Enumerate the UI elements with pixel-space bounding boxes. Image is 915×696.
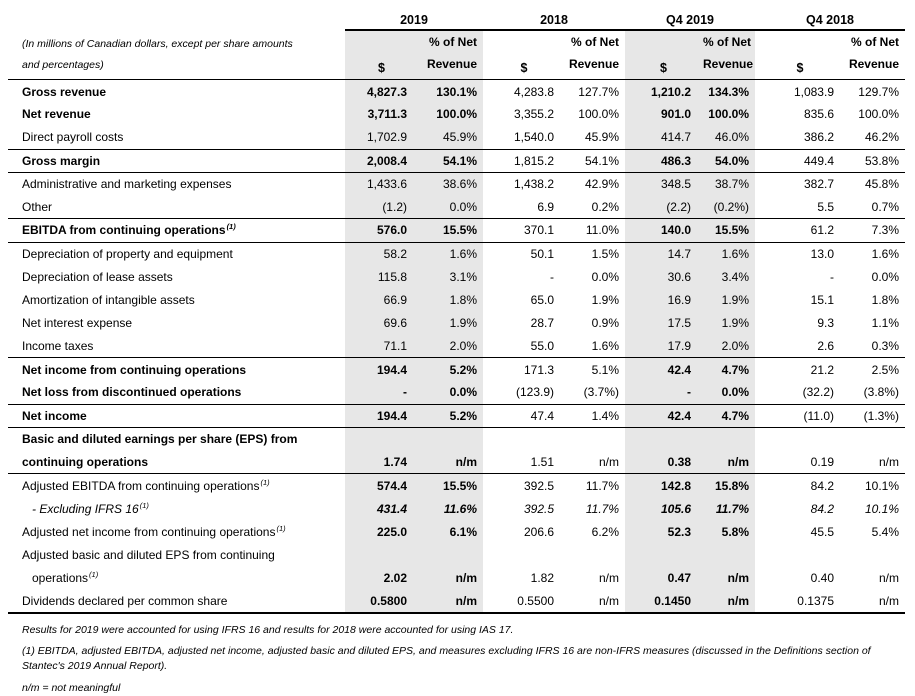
dollar-cell: 58.2 (345, 242, 418, 265)
pct-cell: 1.5% (591, 246, 619, 261)
row-label (8, 428, 345, 451)
dollar-cell: 171.3 (523, 362, 554, 377)
dollar-cell (625, 428, 702, 451)
dollar-cell: 576.0 (345, 219, 418, 242)
dollar-cell: 3,711.3 (345, 103, 418, 126)
pct-cell: 5.2% (418, 404, 483, 427)
dollar-cell: 0.40 (810, 571, 834, 586)
pct-cell (565, 543, 625, 566)
pct-cell: 45.9% (565, 126, 625, 149)
table-row (8, 219, 905, 242)
dollar-header-q4-2018: $ (755, 30, 845, 80)
pct-cell: 5.1% (591, 362, 619, 377)
dollar-cell: (1.2) (345, 196, 418, 219)
dollar-cell (755, 428, 845, 451)
row-label-text: Gross revenue (22, 84, 107, 99)
pct-cell: 7.3% (845, 219, 905, 242)
table-body (8, 80, 905, 613)
row-label (8, 219, 345, 242)
pct-cell: n/m (845, 451, 905, 474)
pct-cell: 6.1% (418, 520, 483, 543)
pct-cell: (1.3%) (845, 404, 905, 427)
dollar-cell (345, 428, 418, 451)
dollar-cell: (11.0) (755, 404, 845, 427)
row-label (8, 172, 345, 195)
dollar-cell: 1.82 (530, 571, 554, 586)
year-q4-2018: Q4 2018 (755, 9, 905, 30)
dollar-cell: 1,210.2 (625, 80, 702, 103)
dollar-cell: 206.6 (523, 524, 554, 539)
dollar-cell (483, 543, 565, 566)
dollar-cell: 486.3 (625, 149, 702, 172)
pct-header-line2: Revenue (568, 56, 619, 71)
pct-cell: 3.4% (702, 265, 755, 288)
pct-cell: 10.1% (864, 478, 899, 493)
dollar-cell: 392.5 (523, 478, 554, 493)
dollar-cell: 50.1 (530, 246, 554, 261)
dollar-cell: 1,083.9 (793, 84, 834, 99)
pct-cell: 11.7% (585, 478, 619, 493)
dollar-cell: 84.2 (810, 501, 834, 516)
dollar-cell: 1,438.2 (513, 177, 554, 192)
dollar-cell: 1,815.2 (483, 149, 565, 172)
table-row (8, 265, 905, 288)
pct-cell: 11.7% (585, 501, 619, 516)
pct-cell: 1.8% (871, 292, 899, 307)
row-label-text: Adjusted EBITDA from continuing operations (22, 478, 260, 493)
dollar-header-q4-2019: $ (625, 30, 702, 80)
pct-cell: 1.9% (702, 312, 755, 335)
dollar-cell (625, 543, 702, 566)
pct-cell: 1.9% (702, 288, 755, 311)
dollar-cell: - (830, 269, 834, 284)
pct-cell: 1.6% (871, 246, 899, 261)
pct-cell: 134.3% (702, 80, 755, 103)
pct-header-line1: % of Net (703, 35, 751, 49)
row-label (8, 288, 345, 311)
pct-cell: 15.5% (702, 219, 755, 242)
dollar-cell: 2.6 (755, 335, 845, 358)
dollar-cell: 1.51 (483, 451, 565, 474)
table-row (8, 520, 905, 543)
dollar-cell: 5.5 (755, 196, 845, 219)
dollar-cell: 28.7 (530, 316, 554, 331)
dollar-cell: 225.0 (345, 520, 418, 543)
pct-cell: 100.0% (418, 103, 483, 126)
pct-cell: n/m (702, 451, 755, 474)
dollar-cell (483, 428, 565, 451)
row-label (8, 80, 345, 103)
table-row (8, 172, 905, 195)
pct-cell (702, 428, 755, 451)
pct-cell: 0.0% (591, 269, 619, 284)
pct-cell (418, 428, 483, 451)
row-label (8, 242, 345, 265)
header-spacer (8, 9, 345, 30)
dollar-cell: 1,702.9 (345, 126, 418, 149)
pct-cell: 11.7% (702, 497, 755, 520)
pct-cell: 15.5% (418, 474, 483, 497)
row-label (8, 381, 345, 404)
pct-cell (565, 428, 625, 451)
pct-header-q4-2019 (702, 30, 755, 80)
dollar-cell: 30.6 (625, 265, 702, 288)
table-row (8, 242, 905, 265)
pct-cell: 2.0% (418, 335, 483, 358)
row-label (8, 567, 345, 590)
pct-cell: n/m (418, 451, 483, 474)
pct-cell: 100.0% (858, 107, 899, 122)
pct-cell: 46.0% (702, 126, 755, 149)
footnote-ref: (1) (139, 500, 149, 510)
subheader-row (8, 30, 905, 80)
dollar-cell: 1.74 (345, 451, 418, 474)
dollar-cell: 52.3 (625, 520, 702, 543)
pct-header-2018 (565, 30, 625, 80)
pct-header-line2: Revenue (703, 56, 754, 71)
pct-cell: 54.0% (702, 149, 755, 172)
pct-cell: 1.9% (418, 312, 483, 335)
footnotes (8, 623, 901, 696)
dollar-cell: 6.9 (483, 196, 565, 219)
dollar-cell: - (550, 269, 554, 284)
table-header (8, 9, 905, 80)
table-row (8, 404, 905, 427)
pct-cell: 0.0% (702, 381, 755, 404)
dollar-cell: 431.4 (345, 497, 418, 520)
table-row (8, 474, 905, 497)
units-note: (In millions of Canadian dollars, except per share amounts and percentages) (8, 30, 345, 80)
dollar-header-2018: $ (483, 30, 565, 80)
row-label-text: Other (22, 199, 53, 214)
pct-header-line1: % of Net (571, 35, 619, 49)
dollar-cell: 835.6 (803, 107, 834, 122)
dollar-cell: 45.5 (810, 524, 834, 539)
pct-cell: 1.9% (591, 292, 619, 307)
pct-cell: 15.5% (418, 219, 483, 242)
table-row (8, 288, 905, 311)
row-label-text: Basic and diluted earnings per share (EPS) from (22, 432, 298, 447)
dollar-cell: (32.2) (755, 381, 845, 404)
pct-header-q4-2018 (845, 30, 905, 80)
dollar-cell: 449.4 (755, 149, 845, 172)
pct-cell: (3.8%) (845, 381, 905, 404)
dollar-cell: 47.4 (483, 404, 565, 427)
dollar-cell: 392.5 (523, 501, 554, 516)
dollar-cell: 61.2 (755, 219, 845, 242)
dollar-cell: 0.47 (625, 567, 702, 590)
pct-cell: 15.8% (702, 474, 755, 497)
dollar-cell: 42.4 (625, 358, 702, 381)
dollar-cell: 0.19 (755, 451, 845, 474)
dollar-cell: 84.2 (810, 478, 834, 493)
table-row (8, 590, 905, 613)
pct-cell: 38.7% (702, 172, 755, 195)
pct-cell: 1.6% (702, 242, 755, 265)
dollar-cell: 194.4 (345, 404, 418, 427)
dollar-cell: 194.4 (345, 358, 418, 381)
dollar-cell: 15.1 (810, 292, 834, 307)
row-label (8, 149, 345, 172)
dollar-header-2019: $ (345, 30, 418, 80)
table-row (8, 312, 905, 335)
row-label-text: Direct payroll costs (22, 130, 124, 145)
table-row (8, 381, 905, 404)
dollar-cell: 105.6 (625, 497, 702, 520)
row-label-text: Net revenue (22, 107, 91, 122)
row-label (8, 358, 345, 381)
row-label (8, 543, 345, 566)
pct-cell: 53.8% (845, 149, 905, 172)
dollar-cell: 115.8 (345, 265, 418, 288)
dollar-cell: 901.0 (625, 103, 702, 126)
table-row (8, 80, 905, 103)
pct-cell: 11.0% (565, 219, 625, 242)
pct-cell: 54.1% (565, 149, 625, 172)
year-header-row (8, 9, 905, 30)
year-2018: 2018 (483, 9, 625, 30)
dollar-cell: 140.0 (625, 219, 702, 242)
row-label-text: Net loss from discontinued operations (22, 385, 242, 400)
pct-cell: 0.7% (845, 196, 905, 219)
dollar-cell: 0.38 (625, 451, 702, 474)
dollar-cell: 574.4 (345, 474, 418, 497)
pct-cell: n/m (418, 590, 483, 613)
dollar-cell: 348.5 (625, 172, 702, 195)
dollar-cell: 3,355.2 (513, 107, 554, 122)
dollar-cell: 55.0 (483, 335, 565, 358)
table-row (8, 149, 905, 172)
dollar-cell: - (345, 381, 418, 404)
table-row (8, 543, 905, 566)
pct-cell: n/m (598, 593, 619, 608)
pct-header-line1: % of Net (429, 35, 477, 49)
pct-cell (418, 543, 483, 566)
pct-cell: 127.7% (578, 84, 619, 99)
dollar-cell: 17.9 (625, 335, 702, 358)
pct-header-line1: % of Net (851, 35, 899, 49)
pct-cell: 10.1% (864, 501, 899, 516)
row-label-text: Gross margin (22, 153, 101, 168)
pct-header-line2: Revenue (848, 56, 899, 71)
pct-cell (845, 428, 905, 451)
pct-cell: 130.1% (418, 80, 483, 103)
row-label-text: Amortization of intangible assets (22, 292, 195, 307)
pct-cell: 6.2% (591, 524, 619, 539)
dollar-cell: 0.1375 (797, 593, 834, 608)
row-label-text: EBITDA from continuing operations (22, 223, 226, 238)
row-label-text: Depreciation of property and equipment (22, 246, 233, 261)
table-row (8, 497, 905, 520)
pct-cell: 0.2% (565, 196, 625, 219)
dollar-cell: 69.6 (345, 312, 418, 335)
dollar-cell: 65.0 (530, 292, 554, 307)
pct-cell: 0.0% (871, 269, 899, 284)
dollar-cell: 16.9 (625, 288, 702, 311)
row-label (8, 497, 345, 520)
pct-cell: 2.0% (702, 335, 755, 358)
table-row (8, 196, 905, 219)
footnote-non-ifrs-measures: (1) EBITDA, adjusted EBITDA, adjusted net income, adjusted basic and diluted EPS, and measures excluding IFRS 16 are non-IFRS measures (discussed in the Definitions section of Stantec's 2019 Annual Report). (22, 645, 871, 673)
pct-cell: (0.2%) (702, 196, 755, 219)
table-row (8, 451, 905, 474)
row-label-text: Adjusted basic and diluted EPS from continuing (22, 548, 275, 563)
dollar-cell: 71.1 (345, 335, 418, 358)
pct-cell: 45.9% (418, 126, 483, 149)
footnote-ref: (1) (260, 477, 270, 487)
pct-cell: (3.7%) (565, 381, 625, 404)
pct-header-line2: Revenue (426, 56, 477, 71)
financial-results-table (8, 9, 905, 614)
pct-cell: 3.1% (418, 265, 483, 288)
pct-cell: 1.1% (871, 316, 899, 331)
pct-cell: 42.9% (584, 177, 619, 192)
row-label (8, 312, 345, 335)
dollar-cell: 42.4 (625, 404, 702, 427)
pct-cell: 100.0% (578, 107, 619, 122)
dollar-cell: (123.9) (483, 381, 565, 404)
dollar-cell: 386.2 (755, 126, 845, 149)
dollar-cell: 142.8 (625, 474, 702, 497)
row-label-text: Administrative and marketing expenses (22, 177, 232, 192)
pct-cell: 0.0% (418, 196, 483, 219)
row-label (8, 126, 345, 149)
pct-cell: n/m (418, 567, 483, 590)
row-label (8, 474, 345, 497)
footnote-ref: (1) (226, 222, 236, 232)
table-row (8, 335, 905, 358)
table-row (8, 126, 905, 149)
row-label-text: Dividends declared per common share (22, 593, 228, 608)
pct-cell: 46.2% (845, 126, 905, 149)
row-label (8, 265, 345, 288)
row-label (8, 590, 345, 613)
dollar-cell: 414.7 (625, 126, 702, 149)
dollar-cell: (2.2) (625, 196, 702, 219)
dollar-cell: 4,283.8 (513, 84, 554, 99)
pct-cell: 100.0% (702, 103, 755, 126)
row-label (8, 196, 345, 219)
dollar-cell: 2.02 (345, 567, 418, 590)
pct-cell: 0.0% (418, 381, 483, 404)
row-label-text: Depreciation of lease assets (22, 269, 173, 284)
dollar-cell: 4,827.3 (345, 80, 418, 103)
row-label (8, 404, 345, 427)
pct-cell: 2.5% (871, 362, 899, 377)
pct-cell: 1.8% (418, 288, 483, 311)
pct-cell: n/m (598, 571, 619, 586)
pct-cell: 129.7% (858, 84, 899, 99)
footnote-ref: (1) (89, 570, 99, 580)
footnote-nm-definition: n/m = not meaningful (22, 681, 121, 694)
row-label-text: - Excluding IFRS 16 (32, 501, 139, 516)
row-label (8, 451, 345, 474)
row-label-text: continuing operations (22, 455, 148, 470)
row-label-text: Net interest expense (22, 316, 133, 331)
dollar-cell (345, 543, 418, 566)
dollar-cell: 14.7 (625, 242, 702, 265)
dollar-cell: 0.5500 (517, 593, 554, 608)
row-label (8, 335, 345, 358)
pct-cell: n/m (565, 451, 625, 474)
table-row (8, 358, 905, 381)
row-label-text: Adjusted net income from continuing operations (22, 524, 276, 539)
pct-header-2019 (418, 30, 483, 80)
dollar-cell: - (625, 381, 702, 404)
row-label-text: Income taxes (22, 339, 94, 354)
dollar-cell: 382.7 (803, 177, 834, 192)
pct-cell: 5.4% (871, 524, 899, 539)
row-label-text: operations (32, 571, 89, 586)
pct-cell: 1.4% (565, 404, 625, 427)
pct-cell: 11.6% (418, 497, 483, 520)
dollar-cell: 66.9 (345, 288, 418, 311)
row-label-text: Net income from continuing operations (22, 362, 247, 377)
row-label (8, 520, 345, 543)
pct-cell: 1.6% (418, 242, 483, 265)
pct-cell: 4.7% (702, 404, 755, 427)
pct-cell: 5.8% (702, 520, 755, 543)
dollar-cell: 1,433.6 (345, 172, 418, 195)
dollar-cell: 17.5 (625, 312, 702, 335)
pct-cell: 1.6% (565, 335, 625, 358)
dollar-cell: 1,540.0 (483, 126, 565, 149)
footnote-accounting-standards: Results for 2019 were accounted for using IFRS 16 and results for 2018 were accounted for using IAS 17. (22, 624, 514, 636)
dollar-cell: 0.1450 (625, 590, 702, 613)
dollar-cell: 13.0 (810, 246, 834, 261)
dollar-cell: 2,008.4 (345, 149, 418, 172)
dollar-cell: 9.3 (817, 316, 834, 331)
dollar-cell: 370.1 (483, 219, 565, 242)
pct-cell: n/m (702, 567, 755, 590)
table-row (8, 567, 905, 590)
pct-cell: 38.6% (418, 172, 483, 195)
pct-cell: n/m (878, 571, 899, 586)
row-label-text: Net income (22, 408, 87, 423)
pct-cell (702, 543, 755, 566)
pct-cell (845, 543, 905, 566)
pct-cell: 0.9% (591, 316, 619, 331)
table-row (8, 103, 905, 126)
pct-cell: n/m (878, 593, 899, 608)
dollar-cell: 21.2 (810, 362, 834, 377)
pct-cell: 5.2% (418, 358, 483, 381)
dollar-cell (755, 543, 845, 566)
footnote-ref: (1) (276, 523, 286, 533)
pct-cell: 54.1% (418, 149, 483, 172)
pct-cell: 0.3% (845, 335, 905, 358)
pct-cell: n/m (702, 590, 755, 613)
year-q4-2019: Q4 2019 (625, 9, 755, 30)
pct-cell: 45.8% (864, 177, 899, 192)
pct-cell: 4.7% (702, 358, 755, 381)
table-row (8, 428, 905, 451)
row-label (8, 103, 345, 126)
year-2019: 2019 (345, 9, 483, 30)
dollar-cell: 0.5800 (345, 590, 418, 613)
